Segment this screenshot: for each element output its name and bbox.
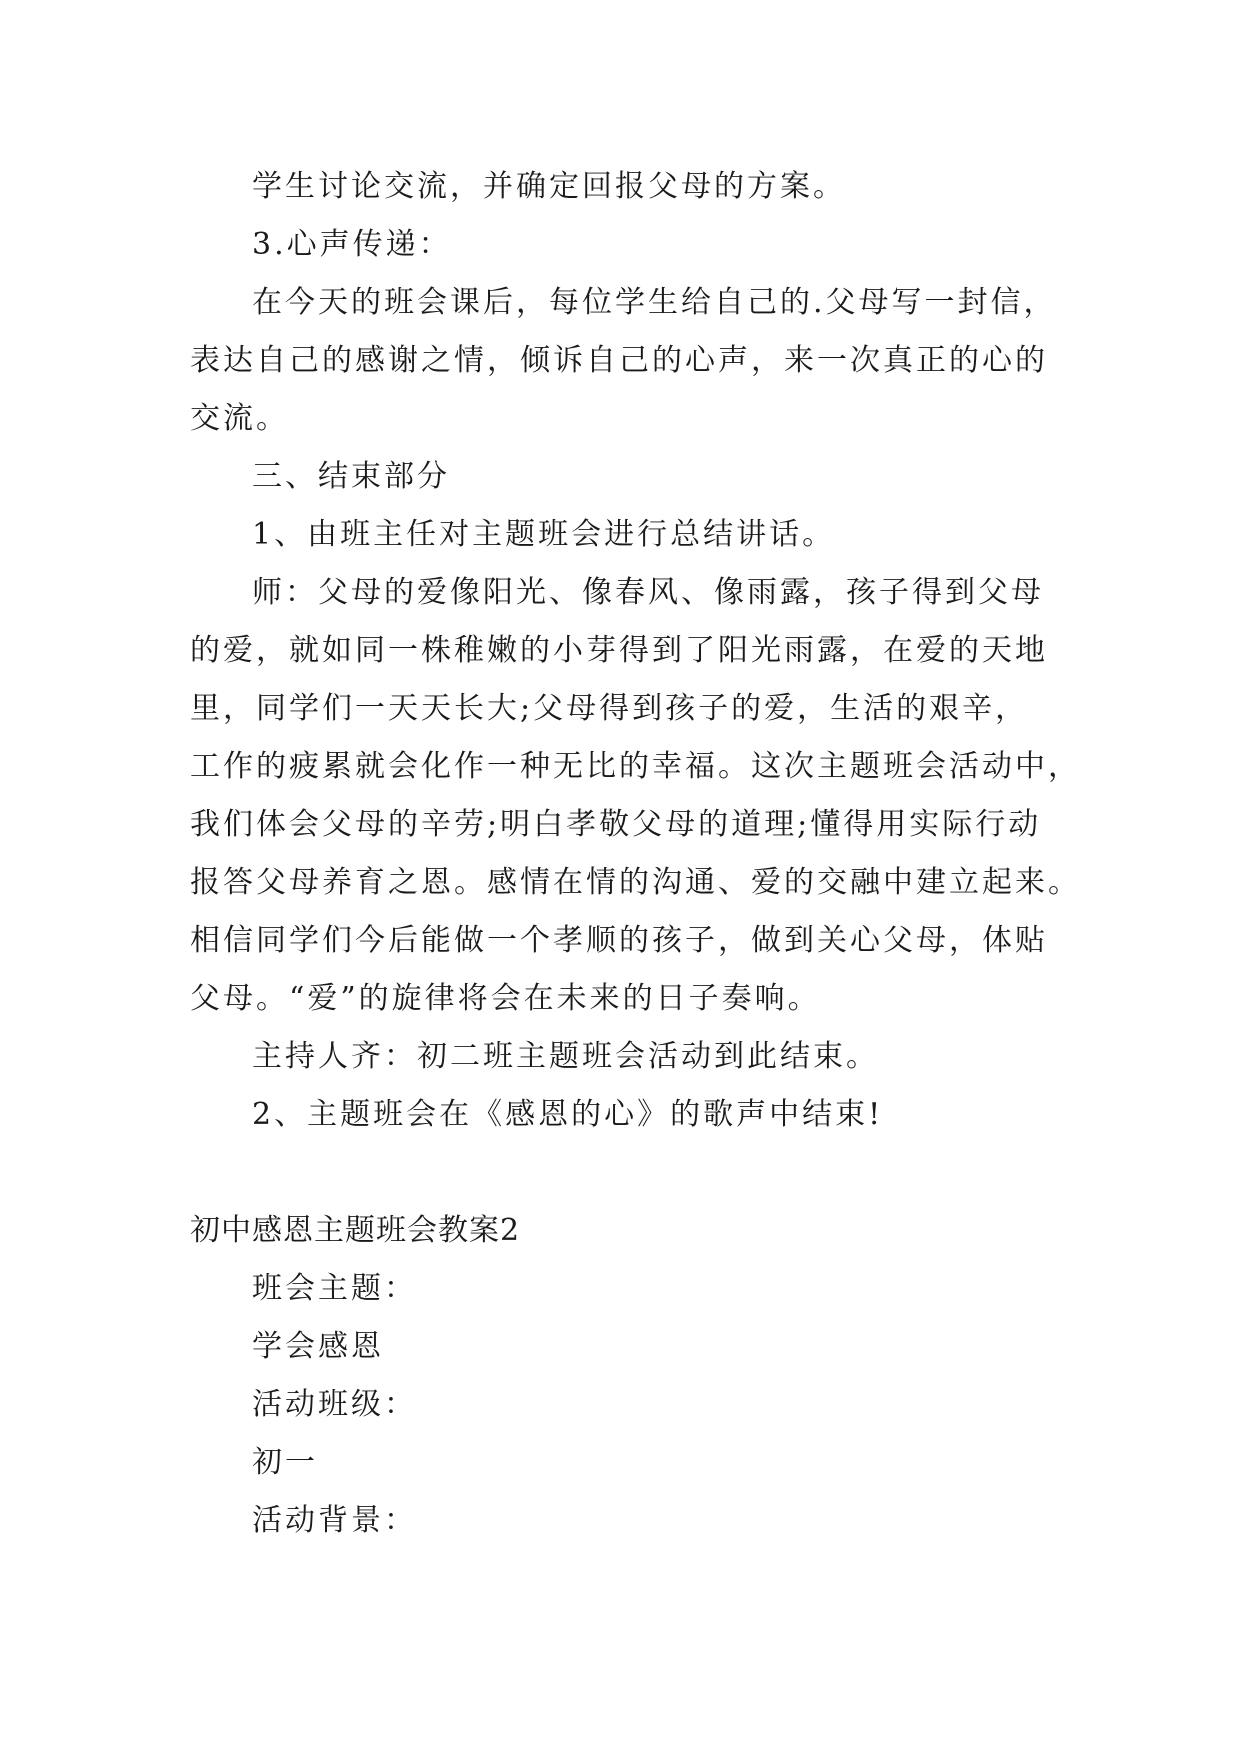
teacher-speech-line-1: 师：父母的爱像阳光、像春风、像雨露，孩子得到父母 <box>252 575 1044 610</box>
item-1: 1、由班主任对主题班会进行总结讲话。 <box>252 517 836 552</box>
paragraph-discussion: 学生讨论交流，并确定回报父母的方案。 <box>252 169 846 204</box>
activity-class-value: 初一 <box>252 1445 318 1480</box>
meeting-theme-value: 学会感恩 <box>252 1329 384 1364</box>
teacher-speech-line-7: 相信同学们今后能做一个孝顺的孩子，做到关心父母，体贴 <box>190 923 1048 958</box>
paragraph-letter-line-2: 表达自己的感谢之情，倾诉自己的心声，来一次真正的心的 <box>190 343 1048 378</box>
host-closing-line: 主持人齐：初二班主题班会活动到此结束。 <box>252 1039 879 1074</box>
meeting-theme-label: 班会主题： <box>252 1271 417 1306</box>
teacher-speech-line-4: 工作的疲累就会化作一种无比的幸福。这次主题班会活动中， <box>190 749 1081 784</box>
activity-class-label: 活动班级： <box>252 1387 417 1422</box>
teacher-speech-line-2: 的爱，就如同一株稚嫩的小芽得到了阳光雨露，在爱的天地 <box>190 633 1048 668</box>
paragraph-letter-line-3: 交流。 <box>190 401 289 436</box>
section-3-title: 三、结束部分 <box>252 459 450 494</box>
item-3-title: 3.心声传递： <box>252 227 452 262</box>
teacher-speech-line-6: 报答父母养育之恩。感情在情的沟通、爱的交融中建立起来。 <box>190 865 1081 900</box>
item-2: 2、主题班会在《感恩的心》的歌声中结束! <box>252 1097 884 1132</box>
teacher-speech-line-5: 我们体会父母的辛劳;明白孝敬父母的道理;懂得用实际行动 <box>190 807 1042 842</box>
paragraph-letter-line-1: 在今天的班会课后，每位学生给自己的.父母写一封信， <box>252 285 1057 320</box>
lesson-2-title: 初中感恩主题班会教案2 <box>190 1213 521 1248</box>
teacher-speech-line-3: 里，同学们一天天长大;父母得到孩子的爱，生活的艰辛， <box>190 691 1029 726</box>
activity-background-label: 活动背景： <box>252 1503 417 1538</box>
teacher-speech-line-8: 父母。“爱”的旋律将会在未来的日子奏响。 <box>190 981 821 1016</box>
